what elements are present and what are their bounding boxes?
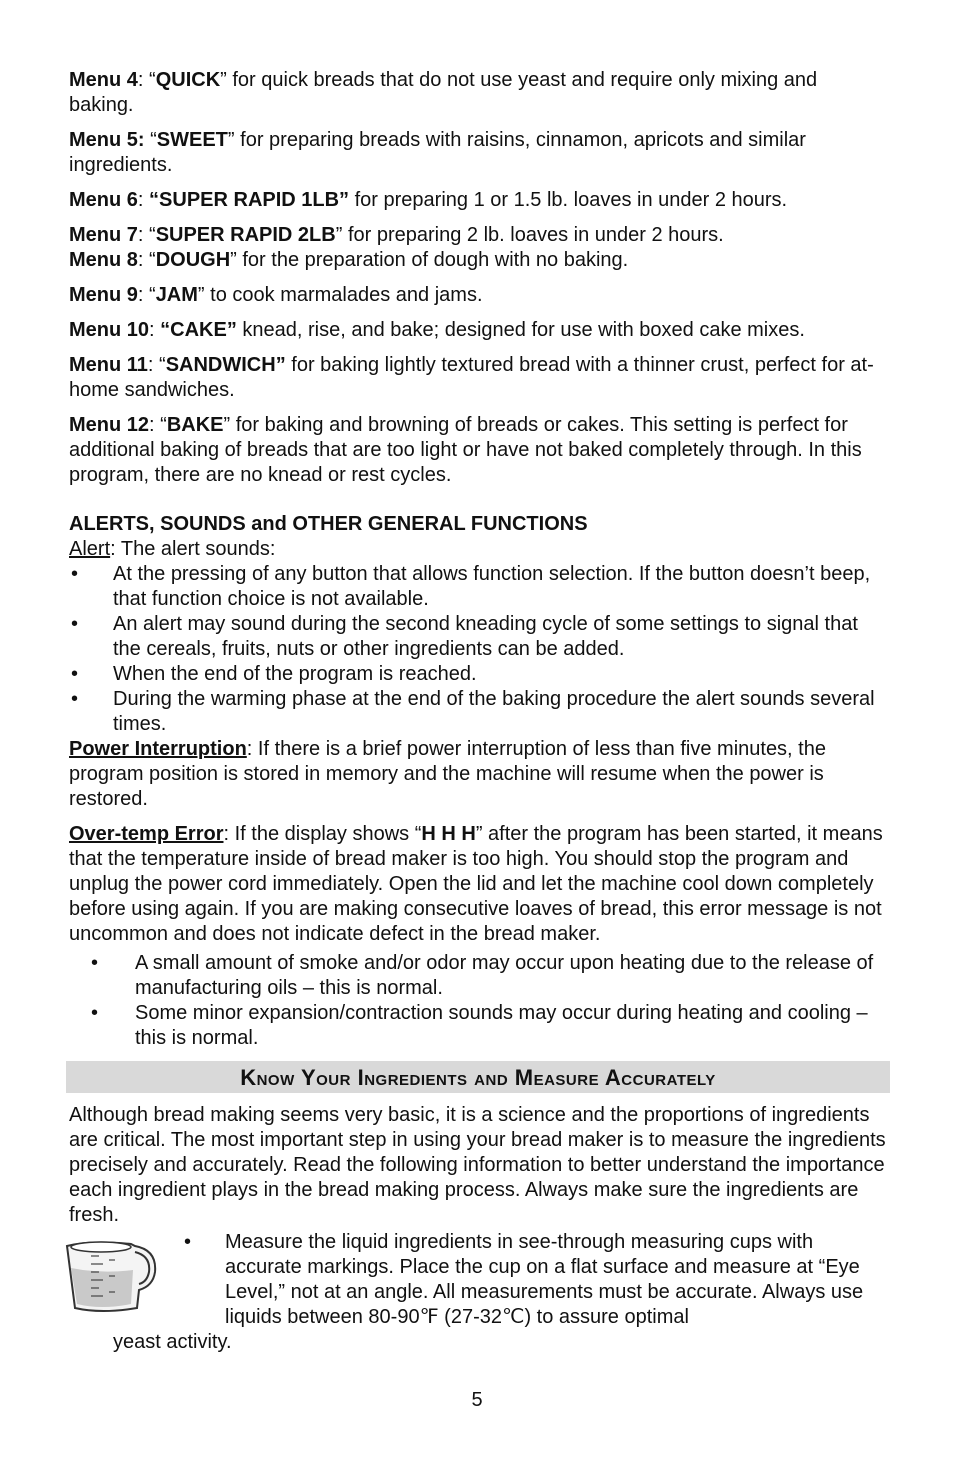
manual-page <box>69 68 887 1355</box>
menu-sep: : <box>149 319 161 341</box>
alert-bullet-list <box>69 562 887 737</box>
menu-item <box>69 68 887 118</box>
measure-tail: yeast activity. <box>113 1331 232 1353</box>
menu-label: Menu 12 <box>69 414 150 436</box>
menu-sep: : “ <box>147 354 166 376</box>
menu-name: “CAKE” <box>160 319 237 341</box>
notes-list <box>69 951 887 1051</box>
power-label: Power Interruption <box>69 738 247 760</box>
overtemp-label: Over-temp Error <box>69 823 224 845</box>
menu-desc: for preparing 2 lb. loaves in under 2 hours. <box>342 224 724 246</box>
menu-sep: : <box>137 189 150 211</box>
menu-label: Menu 10 <box>69 319 150 341</box>
menu-item <box>69 223 887 248</box>
menu-close: ” <box>220 69 227 91</box>
menu-close: ” <box>227 129 235 151</box>
menu-name: QUICK <box>155 69 221 91</box>
menu-desc: knead, rise, and bake; designed for use with boxed cake mixes. <box>236 319 805 341</box>
alert-label: Alert <box>69 538 111 560</box>
menu-item <box>69 283 887 308</box>
measure-bullet-row <box>69 1230 887 1330</box>
overtemp-code: H H H <box>421 823 476 845</box>
alert-intro-text: : The alert sounds: <box>110 538 276 560</box>
menu-name: DOUGH <box>155 249 231 271</box>
menu-close: ” <box>223 414 231 436</box>
menu-label: Menu 7 <box>69 224 138 246</box>
list-item: • Some minor expansion/contraction sounds may occur during heating and cooling – this is normal. <box>69 1001 887 1051</box>
power-text: : If there is a brief power interruption of less than five minutes, the program position is stored in memory and the machine will resume when the power is restored. <box>69 738 826 810</box>
menu-close: ” <box>230 249 237 271</box>
ingredients-intro: Although bread making seems very basic, it is a science and the proportions of ingredients are critical. The most important step in using your bread maker is to measure the ingredients precisely and accurately. Read the following information to better understand the importance each ingredient plays in the bread making process. Always make sure the ingredients are fresh. <box>69 1104 886 1226</box>
menu-desc: for the preparation of dough with no baking. <box>236 249 629 271</box>
menu-label: Menu 4 <box>69 69 138 91</box>
menu-sep: : “ <box>137 249 156 271</box>
page-number: 5 <box>471 1389 483 1411</box>
menu-name: BAKE <box>166 414 224 436</box>
menu-sep: : “ <box>137 284 156 306</box>
list-item: • At the pressing of any button that allows function selection. If the button doesn’t beep, that function choice is not available. <box>69 562 887 612</box>
menu-item <box>69 413 887 488</box>
menu-sep: : “ <box>137 69 156 91</box>
bullet-glyph: • <box>184 1231 192 1253</box>
menu-label: Menu 5: <box>69 129 145 151</box>
alert-intro <box>69 537 887 562</box>
ingredients-heading: Know Your Ingredients and Measure Accurately <box>66 1061 890 1093</box>
menu-label: Menu 8 <box>69 249 138 271</box>
menu-name: SUPER RAPID 2LB <box>155 224 336 246</box>
menu-item <box>69 353 887 403</box>
alerts-heading: ALERTS, SOUNDS and OTHER GENERAL FUNCTIONS <box>69 513 588 535</box>
menu-item <box>69 318 887 343</box>
list-item: • During the warming phase at the end of the baking procedure the alert sounds several times. <box>69 687 887 737</box>
menu-item <box>69 188 887 213</box>
overtemp-pre: : If the display shows “ <box>223 823 422 845</box>
menu-desc: for baking and browning of breads or cakes. This setting is perfect for additional baking of breads that are too light or have not baked completely through. In this program, there are no knead or rest cycles. <box>69 414 862 486</box>
menu-desc: for baking lightly textured bread with a thinner crust, perfect for at-home sandwiches. <box>69 354 874 401</box>
menu-name: SANDWICH” <box>165 354 286 376</box>
menu-label: Menu 9 <box>69 284 138 306</box>
overtemp-post: ” after the program has been started, it means that the temperature inside of bread maker is too high. You should stop the program and unplug the power cord immediately. Open the lid and let the machine cool down completely before using again. If you are making consecutive loaves of bread, this error message is not uncommon and does not indicate defect in the bread maker. <box>69 823 883 945</box>
menu-label: Menu 11 <box>69 354 148 376</box>
menu-item <box>69 128 887 178</box>
menu-label: Menu 6 <box>69 189 138 211</box>
menu-sep: : “ <box>149 414 167 436</box>
menu-desc: for quick breads that do not use yeast and require only mixing and baking. <box>69 69 818 116</box>
list-item: • An alert may sound during the second kneading cycle of some settings to signal that the cereals, fruits, nuts or other ingredients can be added. <box>69 612 887 662</box>
menu-name: SWEET <box>156 129 228 151</box>
menu-desc: for preparing 1 or 1.5 lb. loaves in under 2 hours. <box>349 189 788 211</box>
power-interruption <box>69 737 887 812</box>
measure-text: Measure the liquid ingredients in see-through measuring cups with accurate markings. Place the cup on a flat surface and measure at “Eye Level,” not at an angle. All measurements must be accurate. Always use liquids between 80-90℉ (27-32℃) to assure optimal <box>225 1231 864 1328</box>
menu-item <box>69 248 887 273</box>
menu-name: JAM <box>155 284 198 306</box>
overtemp-error <box>69 822 887 947</box>
list-item: • A small amount of smoke and/or odor may occur upon heating due to the release of manufacturing oils – this is normal. <box>69 951 887 1001</box>
menu-sep: “ <box>144 129 157 151</box>
menu-desc: to cook marmalades and jams. <box>204 284 483 306</box>
menu-name: “SUPER RAPID 1LB” <box>149 189 350 211</box>
menu-sep: : “ <box>137 224 156 246</box>
menu-close: ” <box>197 284 205 306</box>
menu-desc: for preparing breads with raisins, cinnamon, apricots and similar ingredients. <box>69 129 806 176</box>
menu-close: ” <box>335 224 343 246</box>
list-item: • When the end of the program is reached. <box>69 662 887 687</box>
